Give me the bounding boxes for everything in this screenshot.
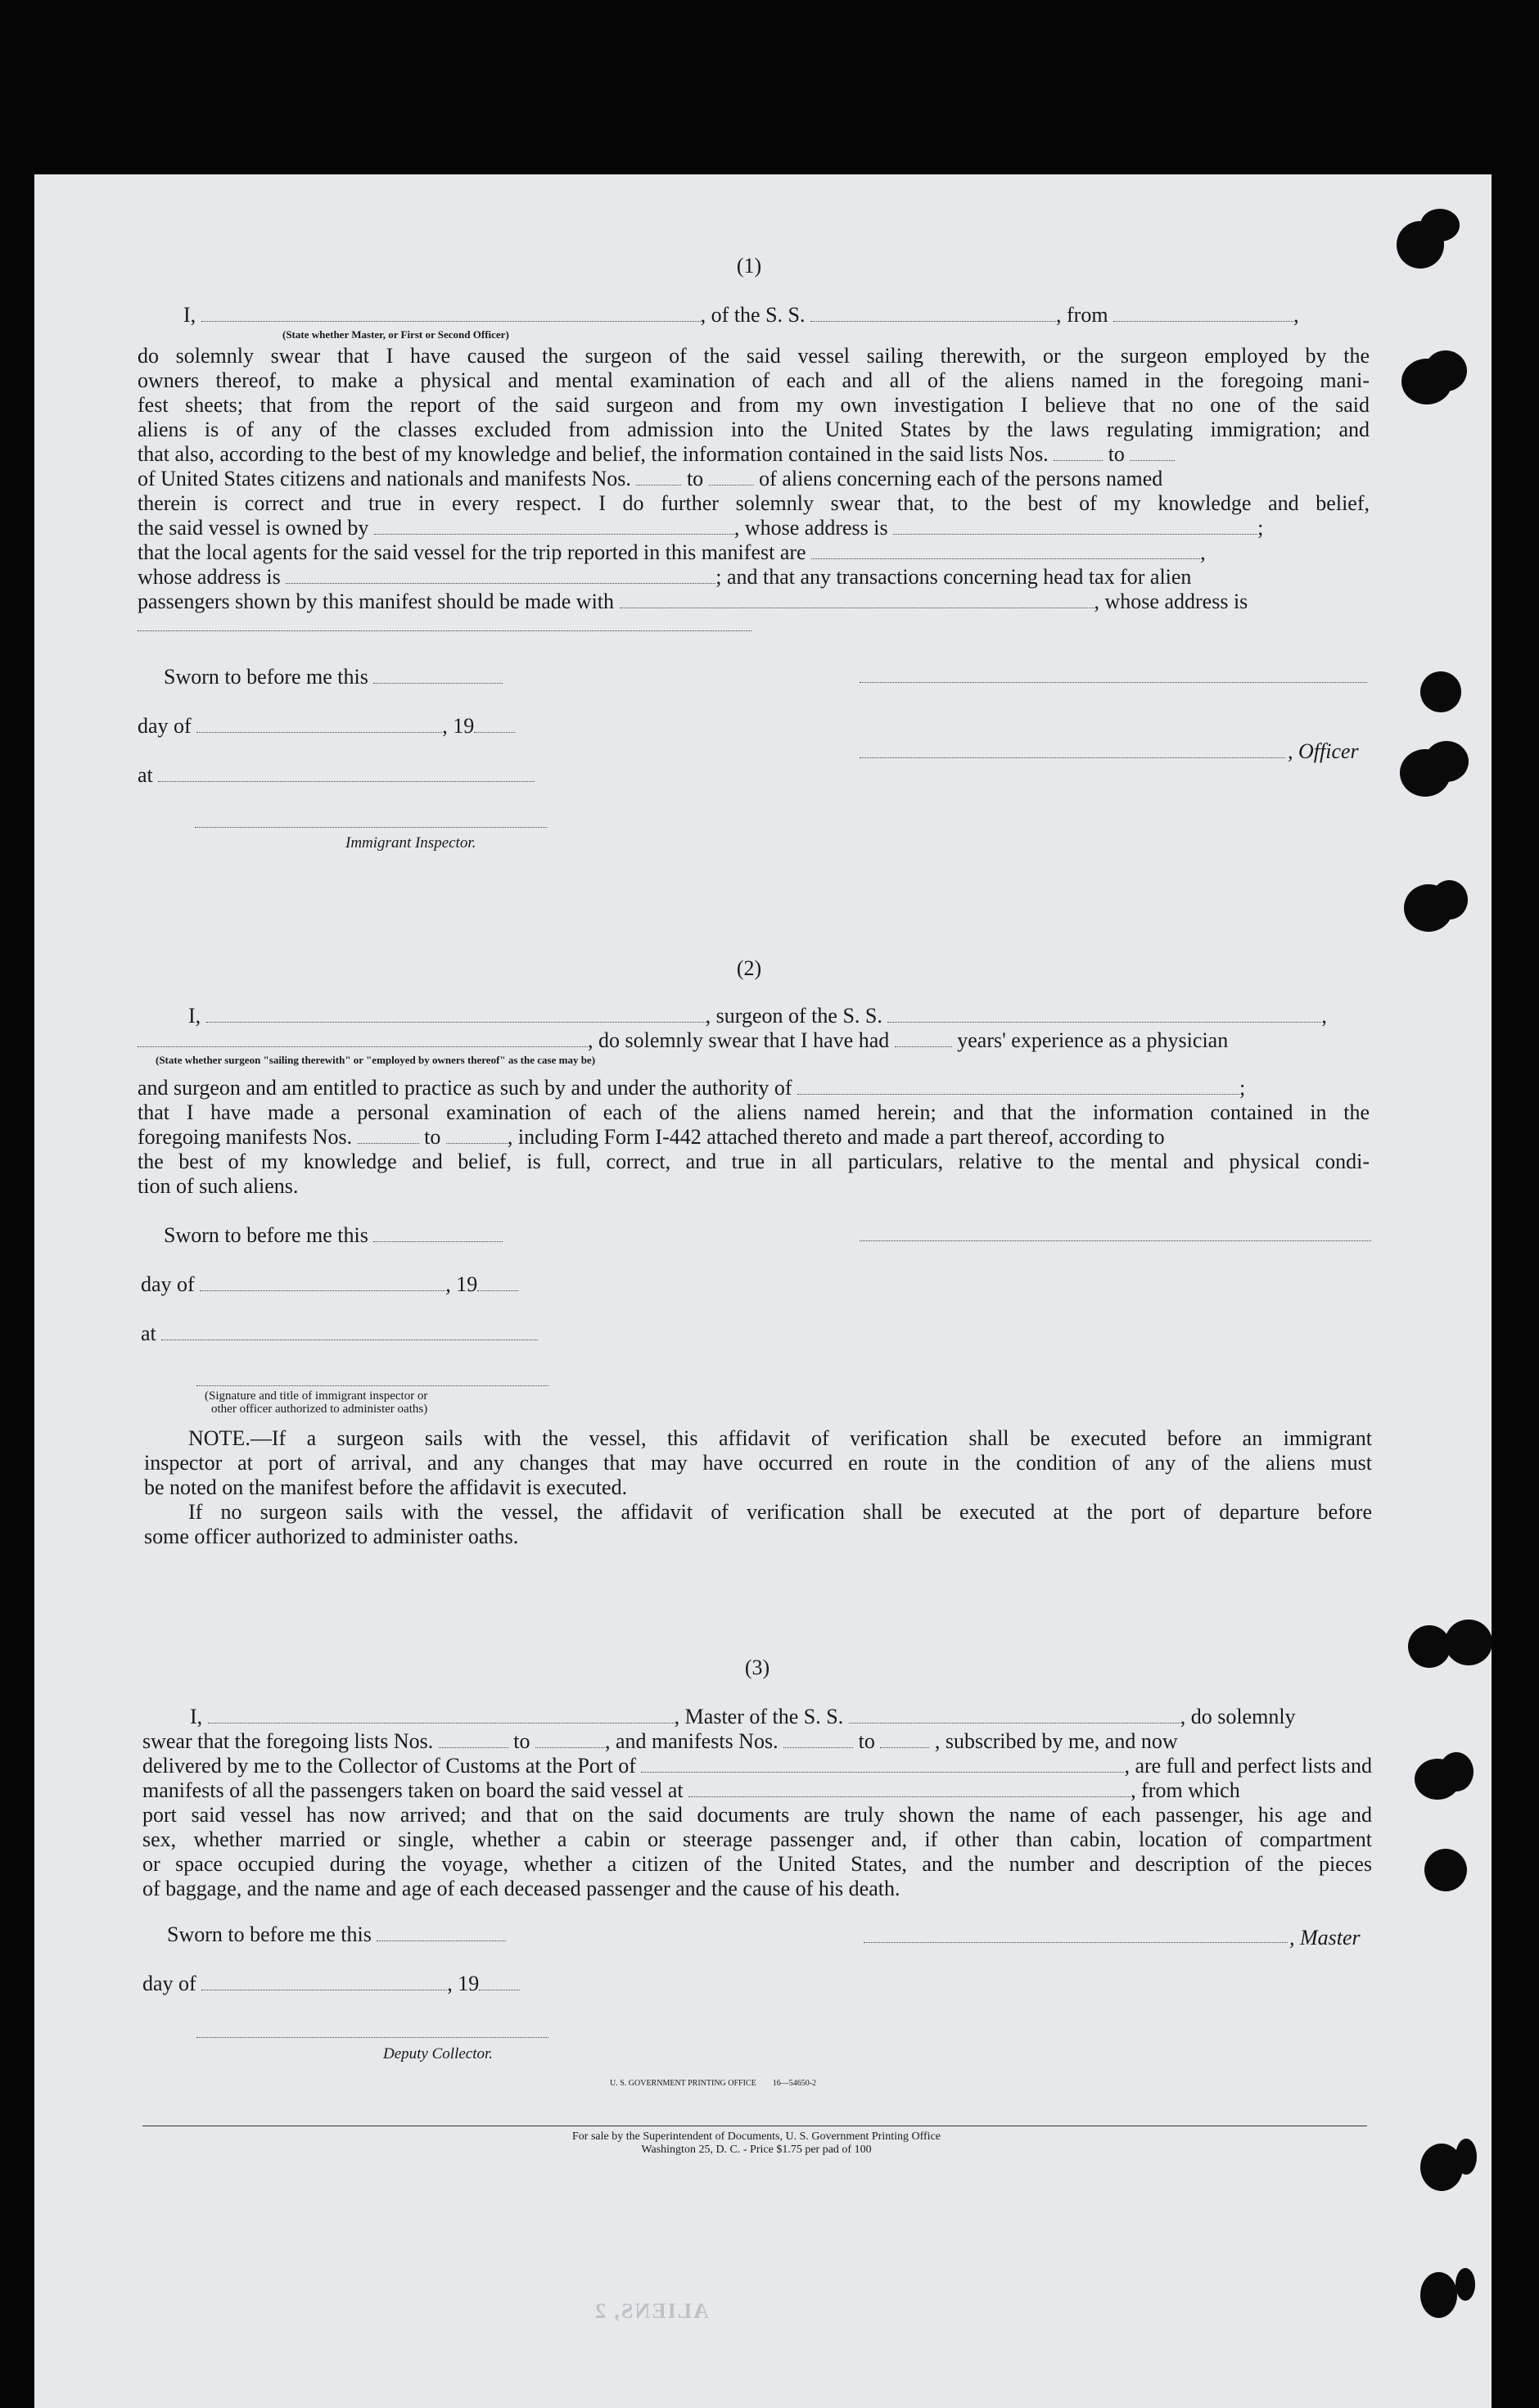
punch-hole [1408,1625,1451,1668]
s2-para-line: the best of my knowledge and belief, is full, correct, and true in all particulars, relative to the mental and physical condi- [138,1150,1370,1173]
s1-dayof: day of , 19 [138,714,515,739]
s2-sig-note: (Signature and title of immigrant inspector or [205,1389,428,1403]
s2-note-line: inspector at port of arrival, and any changes that may have occurred en route in the condition of any of the aliens must [144,1451,1372,1475]
s2-sworn: Sworn to before me this [164,1223,503,1248]
s1-para-line: passengers shown by this manifest should be made with , whose address is [138,590,1248,613]
s1-para-line: that the local agents for the said vessel for the trip reported in this manifest are , [138,540,1206,564]
s1-para-line: the said vessel is owned by , whose address is ; [138,516,1264,540]
s2-note-line: If no surgeon sails with the vessel, the affidavit of verification shall be executed at the port of departure before [188,1500,1372,1524]
s3-master-line [864,1942,1288,1943]
s2-surgeon-note: (State whether surgeon "sailing therewith" or "employed by owners thereof" as the case may be) [156,1054,596,1066]
s3-para-line: manifests of all the passengers taken on board the said vessel at , from which [142,1778,1240,1802]
s3-dayof: day of , 19 [142,1972,520,1996]
s3-para-line: or space occupied during the voyage, whether a citizen of the United States, and the number and description of the pieces [142,1852,1372,1876]
punch-hole [1456,2268,1475,2301]
s3-para-line: delivered by me to the Collector of Customs at the Port of , are full and perfect lists and [142,1754,1372,1778]
s1-address-line [138,630,751,631]
s1-para-line: whose address is ; and that any transactions concerning head tax for alien [138,565,1192,589]
s1-inspector-label: Immigrant Inspector. [345,834,476,852]
s3-master-label: , Master [1289,1926,1361,1949]
s1-para-line: therein is correct and true in every respect. I do further solemnly swear that, to the best of my knowledge and belief, [138,491,1370,515]
s1-inspector-line [195,827,547,828]
gpo-imprint: U. S. GOVERNMENT PRINTING OFFICE 16—54650-2 [610,2079,817,2088]
s1-para-line: of United States citizens and nationals and manifests Nos. to of aliens concerning each of the persons named [138,467,1163,490]
s3-para-line: of baggage, and the name and age of each deceased passenger and the cause of his death. [142,1877,900,1900]
s2-note-line: some officer authorized to administer oaths. [144,1525,519,1548]
s3-para-line: swear that the foregoing lists Nos. to , and manifests Nos. to , subscribed by me, and now [142,1729,1178,1753]
sale-notice: Washington 25, D. C. - Price $1.75 per pad of 100 [641,2144,872,2156]
s3-line-oath: I, , Master of the S. S. , do solemnly [190,1705,1296,1728]
s2-line-oath: I, , surgeon of the S. S. , [188,1004,1327,1028]
punch-hole [1445,1620,1492,1665]
s2-inspector-line [196,1385,548,1386]
s1-para-line: fest sheets; that from the report of the said surgeon and from my own investigation I believe that no one of the said [138,393,1370,417]
s2-para-line: that I have made a personal examination of each of the aliens named herein; and that the information contained in the [138,1100,1370,1124]
s2-para-line: and surgeon and am entitled to practice as such by and under the authority of ; [138,1076,1246,1100]
s1-officer-label: , Officer [1288,739,1359,763]
s1-para-line: owners thereof, to make a physical and mental examination of each and all of the aliens named in the foregoing mani- [138,368,1370,392]
s1-para-line: that also, according to the best of my knowledge and belief, the information contained in the said lists Nos. to [138,442,1175,467]
s2-at: at [141,1321,538,1346]
punch-hole [1420,671,1461,712]
s1-officer-sig-line [860,682,1367,683]
s1-sworn: Sworn to before me this [164,665,503,689]
s3-para-line: sex, whether married or single, whether a cabin or steerage passenger and, if other than cabin, location of compartment [142,1827,1372,1851]
s1-rank-note: (State whether Master, or First or Second Officer) [282,328,509,341]
section-2-heading: (2) [736,956,762,980]
punch-hole [1424,350,1467,391]
s1-at: at [138,763,535,788]
s1-officer-line [860,757,1285,758]
s3-sworn: Sworn to before me this [167,1922,506,1947]
punch-hole [1456,2139,1477,2175]
faded-stamp: ALIENS, 2 [593,2299,709,2323]
s1-para-line: do solemnly swear that I have caused the surgeon of the said vessel sailing therewith, or the surgeon employed by the [138,344,1370,368]
s2-para-line: foregoing manifests Nos. to , including Form I-442 attached thereto and made a part thereof, according to [138,1125,1165,1149]
section-1-heading: (1) [736,254,762,278]
s1-para-line: aliens is of any of the classes excluded from admission into the United States by the laws regulating immigration; and [138,418,1370,441]
s2-para-line: tion of such aliens. [138,1174,299,1198]
s3-collector-line [196,2037,548,2038]
sale-notice: For sale by the Superintendent of Documents, U. S. Government Printing Office [572,2130,941,2143]
section-3-heading: (3) [744,1656,770,1679]
punch-hole [1420,2272,1457,2318]
s2-note-line: be noted on the manifest before the affidavit is executed. [144,1475,628,1499]
s1-line-oath: I, , of the S. S. , from , [183,303,1299,327]
punch-hole [1420,209,1460,242]
punch-hole [1431,880,1468,919]
s2-line-swear: , do solemnly swear that I have had years' experience as a physician [138,1028,1228,1053]
s2-dayof: day of , 19 [141,1272,518,1297]
punch-hole [1439,1752,1474,1791]
punch-hole [1424,741,1469,782]
s3-collector-label: Deputy Collector. [383,2045,494,2062]
s3-para-line: port said vessel has now arrived; and that on the said documents are truly shown the name of each passenger, his age and [142,1803,1372,1827]
s2-sig-note: other officer authorized to administer oaths) [211,1403,428,1416]
s2-surgeon-sig-line [860,1240,1371,1241]
punch-hole [1424,1849,1467,1891]
s2-note-line: NOTE.—If a surgeon sails with the vessel, this affidavit of verification shall be executed before an immigrant [188,1426,1372,1450]
